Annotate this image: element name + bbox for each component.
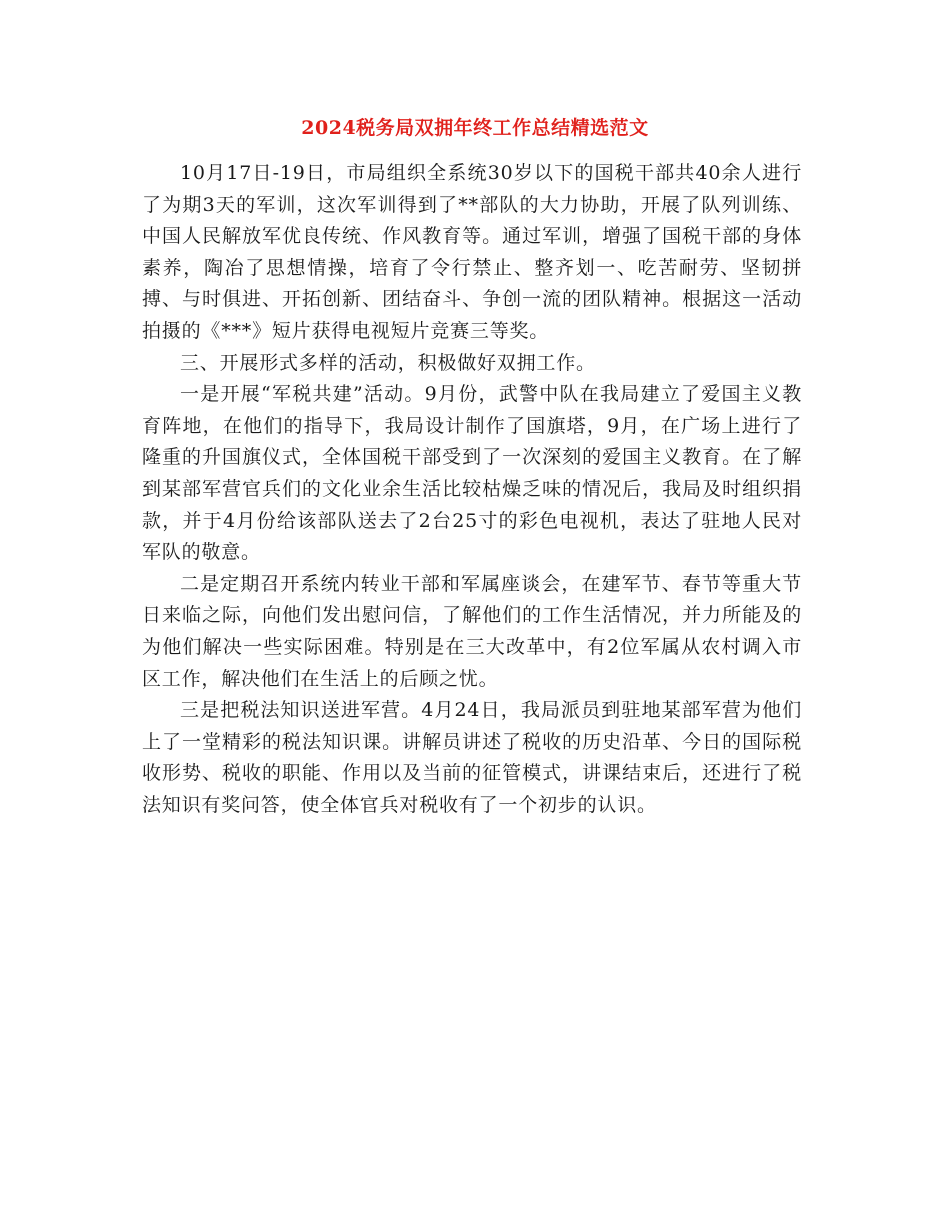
paragraph-tax-law-lecture: 三是把税法知识送进军营。4月24日，我局派员到驻地某部军营为他们上了一堂精彩的税法知识课。讲解员讲述了税收的历史沿革、今日的国际税收形势、税收的职能、作用以及当前的征管模式，讲课结束后，还进行了税法知识有奖问答，使全体官兵对税收有了一个初步的认识。 [142, 699, 802, 816]
document-body [142, 158, 802, 821]
section-heading-activities: 三、开展形式多样的活动，积极做好双拥工作。 [180, 351, 596, 374]
document-title: 2024税务局双拥年终工作总结精选范文 [301, 117, 649, 139]
paragraph-military-training: 10月17日-19日，市局组织全系统30岁以下的国税干部共40余人进行了为期3天的军训，这次军训得到了**部队的大力协助，开展了队列训练、中国人民解放军优良传统、作风教育等。通过军训，增强了国税干部的身体素养，陶冶了思想情操，培育了令行禁止、整齐划一、吃苦耐劳、坚韧拼搏、与时俱进、开拓创新、团结奋斗、争创一流的团队精神。根据这一活动拍摄的《***》短片获得电视短片竞赛三等奖。 [142, 162, 802, 342]
paragraph-symposium: 二是定期召开系统内转业干部和军属座谈会，在建军节、春节等重大节日来临之际，向他们发出慰问信，了解他们的工作生活情况，并力所能及的为他们解决一些实际困难。特别是在三大改革中，有2位军属从农村调入市区工作，解决他们在生活上的后顾之忧。 [142, 572, 802, 690]
paragraph-joint-building: 一是开展“军税共建”活动。9月份，武警中队在我局建立了爱国主义教育阵地，在他们的指导下，我局设计制作了国旗塔，9月，在广场上进行了隆重的升国旗仪式，全体国税干部受到了一次深刻的爱国主义教育。在了解到某部军营官兵们的文化业余生活比较枯燥乏味的情况后，我局及时组织捐款，并于4月份给该部队送去了2台25寸的彩色电视机，表达了驻地人民对军队的敬意。 [142, 383, 802, 564]
